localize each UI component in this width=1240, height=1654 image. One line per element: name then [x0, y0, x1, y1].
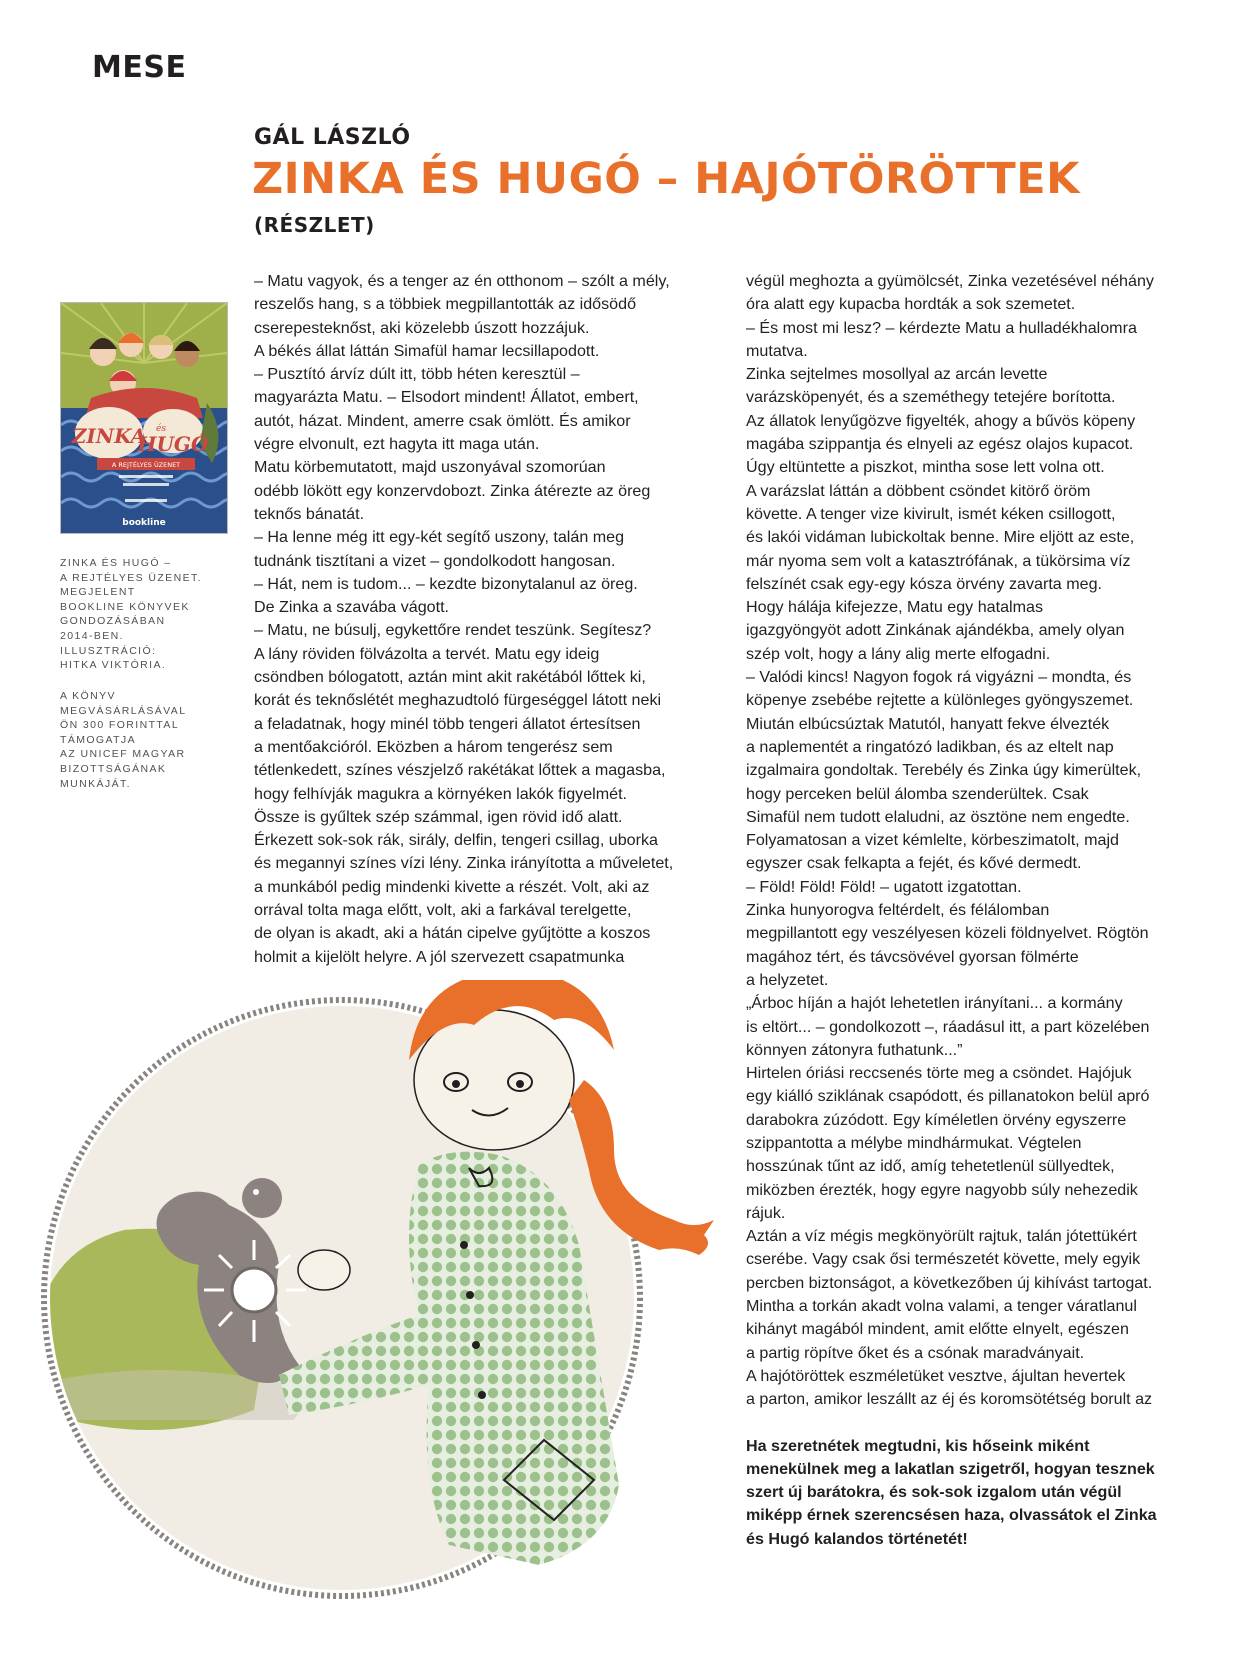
text-line: könnyen zátonyra futhatunk...” [746, 1040, 963, 1059]
text-line: felszínét csak egy-egy kósza örvény zavarta meg. [746, 574, 1103, 593]
text-line: „Árboc híján a hajót lehetetlen irányítani... a kormány [746, 994, 1123, 1013]
text-line: odébb lökött egy konzervdobozt. Zinka átérezte az öreg [254, 481, 651, 500]
text-line: hogy felhívják magukra a környéken lakók figyelmét. [254, 784, 628, 803]
text-line: végül meghozta a gyümölcsét, Zinka vezetésével néhány [746, 272, 1154, 290]
text-line: – Matu vagyok, és a tenger az én otthonom – szólt a mély, [254, 272, 670, 290]
text-line: Hogy hálája kifejezze, Matu egy hatalmas [746, 598, 1043, 617]
text-line: Simafül nem tudott elaludni, az ösztöne nem engedte. [746, 807, 1130, 826]
text-line: korát és teknőslétét meghazudtoló fürgeséggel látott neki [254, 691, 662, 710]
text-line: – És most mi lesz? – kérdezte Matu a hulladékhalomra [746, 318, 1137, 337]
text-line: Érkezett sok-sok rák, sirály, delfin, tengeri csillag, uborka [254, 831, 658, 850]
text-line: már nyoma sem volt a katasztrófának, a tükörsima víz [746, 551, 1131, 570]
story-illustration [24, 980, 744, 1630]
text-line: óra alatt egy kupacba hordták a sok szemetet. [746, 295, 1076, 314]
text-line: megpillantott egy veszélyesen közeli földnyelvet. Rögtön [746, 924, 1149, 943]
text-line: és megannyi színes vízi lény. Zinka irányította a műveletet, [254, 854, 674, 873]
text-line: a feladatnak, hogy minél több tengeri állatot értesítsen [254, 714, 641, 733]
closing-line: menekülnek meg a lakatlan szigetről, hogyan tesznek [746, 1459, 1155, 1478]
text-line: a munkából pedig mindenki kivette a részét. Volt, aki az [254, 877, 650, 896]
section-label: MESE [92, 50, 187, 85]
text-line: tudnánk tisztítani a vizet – gondolkodott hangosan. [254, 551, 616, 570]
text-line: – Matu, ne búsulj, egykettőre rendet teszünk. Segítesz? [254, 621, 652, 640]
text-line: követte. A tenger vize kivirult, ismét kéken csillogott, [746, 504, 1116, 523]
article-author: GÁL LÁSZLÓ [254, 125, 411, 150]
text-line: De Zinka a szavába vágott. [254, 598, 450, 617]
text-line: de olyan is akadt, aki a hátán cipelve gyűjtötte a koszos [254, 924, 651, 943]
text-line: végre elvonult, ezt hagyta itt maga után. [254, 435, 540, 454]
text-line: A varázslat láttán a döbbent csöndet kitörő öröm [746, 481, 1091, 500]
text-line: Hirtelen óriási reccsenés törte meg a csöndet. Hajójuk [746, 1064, 1132, 1083]
text-line: Össze is gyűltek szép számmal, igen rövid idő alatt. [254, 807, 623, 826]
text-line: miközben érezték, hogy egyre nagyobb súly nehezedik [746, 1180, 1138, 1199]
body-column-left [254, 270, 726, 969]
text-line: tétlenkedett, színes vészjelző rakétákat lőttek a magasba, [254, 761, 666, 780]
text-line: a helyzetet. [746, 970, 829, 989]
text-line: rájuk. [746, 1203, 786, 1222]
text-line: egyszer csak felkapta a fejét, és kővé dermedt. [746, 854, 1082, 873]
text-line: Miután elbúcsúztak Matutól, hanyatt fekve élvezték [746, 714, 1110, 733]
closing-line: és Hugó kalandos történetét! [746, 1529, 968, 1548]
text-line: izgalmaira gondoltak. Terebély és Zinka úgy kimerültek, [746, 761, 1142, 780]
text-line: A lány röviden fölvázolta a tervét. Matu egy ideig [254, 644, 600, 663]
closing-line: miképp érnek szerencsésen haza, olvassátok el Zinka [746, 1506, 1157, 1525]
text-line: – Valódi kincs! Nagyon fogok rá vigyázni – mondta, és [746, 668, 1132, 687]
text-line: a naplementét a ringatózó ladikban, és az eltelt nap [746, 737, 1114, 756]
text-line: is eltört... – gondolkozott –, ráadásul itt, a part közelében [746, 1017, 1150, 1036]
text-line: a mentőakcióról. Eközben a három tengerész sem [254, 737, 613, 756]
text-line: – Pusztító árvíz dúlt itt, több héten keresztül – [254, 365, 580, 384]
text-line: percben biztonságot, a következőben új kihívást tartogat. [746, 1273, 1153, 1292]
text-line: hosszúnak tűnt az idő, amíg tehetetlenül süllyedtek, [746, 1157, 1115, 1176]
text-line: varázsköpenyét, és a szeméthegy tetejére borította. [746, 388, 1116, 407]
text-line: cserébe. Vagy csak ősi természetét követte, mely egyik [746, 1250, 1141, 1269]
text-line: hogy perceken belül álomba szenderültek. Csak [746, 784, 1089, 803]
text-line: Folyamatosan a vizet kémlelte, körbeszimatolt, majd [746, 831, 1119, 850]
text-line: magába szippantja és elnyeli az egész olajos kupacot. [746, 435, 1134, 454]
text-line: Aztán a víz mégis megkönyörült rajtuk, talán jótettükért [746, 1227, 1137, 1246]
text-line: Mintha a torkán akadt volna valami, a tenger váratlanul [746, 1297, 1137, 1316]
text-line: magához tért, és távcsövével gyorsan fölmérte [746, 947, 1079, 966]
text-line: csöndben bólogatott, aztán mint akit rakétából lőttek ki, [254, 668, 646, 687]
text-line: Úgy eltüntette a piszkot, mintha sose lett volna ott. [746, 458, 1105, 477]
text-line: egy kiálló sziklának csapódott, és pillanatokon belül apró [746, 1087, 1150, 1106]
text-line: Az állatok lenyűgözve figyelték, ahogy a bűvös köpeny [746, 411, 1136, 430]
text-line: mutatva. [746, 341, 808, 360]
text-line: Matu körbemutatott, majd uszonyával szomorúan [254, 458, 606, 477]
text-line: Zinka sejtelmes mosollyal az arcán levette [746, 365, 1048, 384]
text-line: igazgyöngyöt adott Zinkának ajándékba, amely olyan [746, 621, 1125, 640]
text-line: A békés állat láttán Simafül hamar lecsillapodott. [254, 341, 600, 360]
closing-line: Ha szeretnétek megtudni, kis hőseink miként [746, 1436, 1090, 1455]
text-line: – Ha lenne még itt egy-két segítő uszony, talán meg [254, 528, 625, 547]
text-line: kihányt magából mindent, amit előtte elnyelt, egészen [746, 1320, 1129, 1339]
text-line: köpenye zsebébe rejtette a különleges gyöngyszemet. [746, 691, 1134, 710]
text-line: holmit a kijelölt helyre. A jól szervezett csapatmunka [254, 947, 625, 966]
body-column-right [746, 270, 1216, 1551]
cover-publisher: bookline [122, 518, 166, 528]
article-subtitle: (RÉSZLET) [254, 213, 375, 237]
text-line: orrával tolta maga előtt, volt, aki a farkával terelgette, [254, 901, 632, 920]
book-cover-image [60, 302, 228, 534]
text-line: cserepesteknőst, aki közelebb úszott hozzájuk. [254, 318, 590, 337]
text-line: darabokra zúzódott. Egy kíméletlen örvény egyszerre [746, 1110, 1127, 1129]
unicef-note: A KÖNYV MEGVÁSÁRLÁSÁVAL ÖN 300 FORINTTAL TÁMOGATJA AZ UNICEF MAGYAR BIZOTTSÁGÁNAK MUNKÁJÁT. [60, 690, 187, 790]
cover-ribbon: A REJTÉLYES ÜZENET [111, 461, 181, 469]
text-line: szippantotta a mélybe mindhármukat. Végtelen [746, 1133, 1082, 1152]
text-line: a parton, amikor leszállt az éj és koromsötétség borult az [746, 1390, 1153, 1409]
article-title: ZINKA ÉS HUGÓ – HAJÓTÖRÖTTEK [252, 154, 1080, 204]
cover-title-line2: HUGÓ [137, 432, 209, 456]
text-line: autót, házat. Mindent, amerre csak ömlött. És amikor [254, 411, 631, 430]
text-line: és lakói vidáman lubickoltak benne. Mire eljött az este, [746, 528, 1135, 547]
text-line: teknős bánatát. [254, 504, 365, 523]
text-line: reszelős hang, s a többiek megpillantották az idősödő [254, 295, 637, 314]
cover-caption: ZINKA ÉS HUGÓ – A REJTÉLYES ÜZENET. MEGJELENT BOOKLINE KÖNYVEK GONDOZÁSÁBAN 2014-BEN. ILLUSZTRÁCIÓ: HITKA VIKTÓRIA. [60, 557, 202, 672]
text-line: – Hát, nem is tudom... – kezdte bizonytalanul az öreg. [254, 574, 638, 593]
cover-title-amp: és [156, 424, 166, 434]
text-line: szép volt, hogy a lány alig merte elfogadni. [746, 644, 1051, 663]
text-line: Zinka hunyorogva feltérdelt, és félálomban [746, 901, 1050, 920]
text-line: a partig röpítve őket és a csónak maradványait. [746, 1343, 1085, 1362]
text-line: – Föld! Föld! Föld! – ugatott izgatottan. [746, 877, 1022, 896]
closing-line: szert új barátokra, és sok-sok izgalom után végül [746, 1483, 1122, 1502]
text-line: A hajótöröttek eszméletüket vesztve, ájultan hevertek [746, 1366, 1126, 1385]
text-line: magyarázta Matu. – Elsodort mindent! Állatot, embert, [254, 388, 639, 407]
cover-title-line1: ZINKA [71, 424, 147, 448]
